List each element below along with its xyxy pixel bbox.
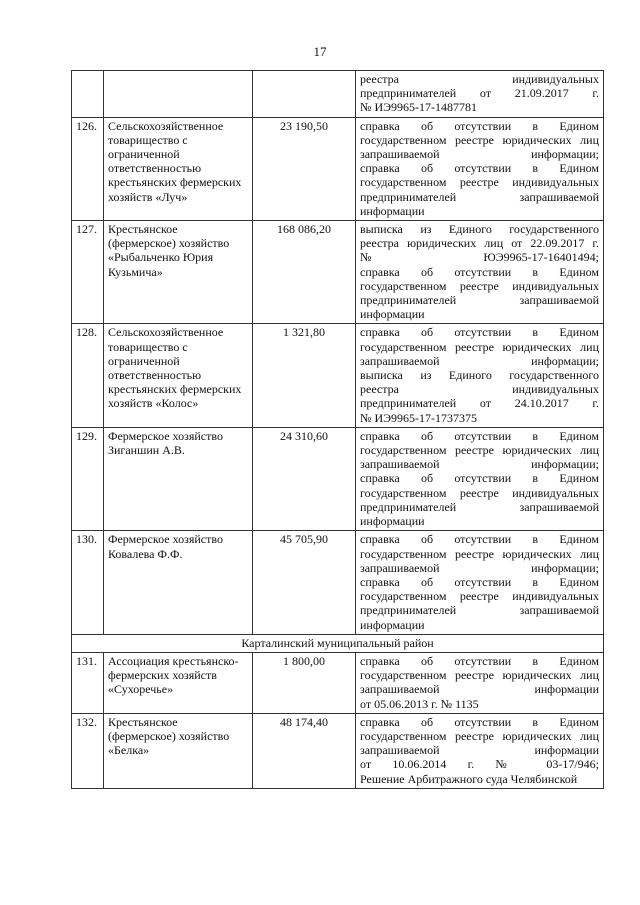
document-cell: [356, 713, 604, 788]
document-cell: [356, 427, 604, 530]
document-line: предпринимателей запрашиваемой: [360, 293, 599, 308]
debt-amount: 168 086,20: [253, 221, 356, 324]
document-line: реестра индивидуальных: [360, 72, 599, 86]
continuation-row: [72, 71, 604, 118]
row-number: 126.: [72, 117, 104, 220]
document-line: справка об отсутствии в Едином: [360, 428, 599, 443]
row-number: 129.: [72, 427, 104, 530]
table-row: [72, 713, 604, 788]
row-number: 127.: [72, 221, 104, 324]
document-line: № ИЭ9965-17-1487781: [360, 100, 478, 115]
debt-amount: 48 174,40: [253, 713, 356, 788]
document-line: № ЮЭ9965-17-16401494;: [360, 250, 599, 265]
document-line: выписка из Единого государственного: [360, 368, 599, 383]
document-line: запрашиваемой информации;: [360, 560, 599, 575]
document-cell: [356, 531, 604, 634]
continuation-amount-cell: [253, 71, 356, 118]
document-cell: [356, 324, 604, 427]
continuation-name-cell: [104, 71, 253, 118]
document-line: государственном реестре юридических лиц: [360, 132, 599, 147]
debt-amount: 23 190,50: [253, 117, 356, 220]
organization-name: Крестьянское (фермерское) хозяйство «Белка»: [104, 713, 253, 788]
organization-name: Ассоциация крестьянско-фермерских хозяйств «Сухоречье»: [104, 652, 253, 713]
document-line: предпринимателей от 24.10.2017 г.: [360, 396, 599, 411]
organization-name: Фермерское хозяйство Зиганшин А.В.: [104, 427, 253, 530]
organization-name: Сельскохозяйственное товарищество с ограниченной ответственностью крестьянских фермерских хозяйств «Луч»: [104, 117, 253, 220]
document-line: государственном реестре юридических лиц: [360, 443, 599, 458]
document-line: государственном реестре индивидуальных: [360, 589, 599, 604]
document-cell: [356, 221, 604, 324]
document-line: государственном реестре индивидуальных: [360, 175, 599, 190]
document-line: Решение Арбитражного суда Челябинской: [360, 771, 578, 786]
document-line: выписка из Единого государственного: [360, 222, 599, 237]
document-line: информации: [360, 203, 425, 218]
document-line: предпринимателей запрашиваемой: [360, 603, 599, 618]
page-number: 17: [313, 44, 327, 59]
document-line: запрашиваемой информации: [360, 682, 599, 697]
continuation-document-cell: [356, 71, 604, 118]
registry-table: [71, 70, 604, 789]
district-name: Карталинский муниципальный район: [72, 634, 604, 652]
document-line: информации: [360, 307, 425, 322]
document-line: запрашиваемой информации;: [360, 147, 599, 162]
debt-amount: 1 321,80: [253, 324, 356, 427]
table-row: [72, 652, 604, 713]
document-cell: [356, 652, 604, 713]
document-line: реестра юридических лиц от 22.09.2017 г.: [360, 236, 599, 251]
table-row: [72, 427, 604, 530]
row-number: 128.: [72, 324, 104, 427]
document-line: справка об отсутствии в Едином: [360, 325, 599, 340]
debt-amount: 45 705,90: [253, 531, 356, 634]
table-row: [72, 324, 604, 427]
document-line: справка об отсутствии в Едином: [360, 264, 599, 279]
row-number: 130.: [72, 531, 104, 634]
document-line: государственном реестре юридических лиц: [360, 339, 599, 354]
document-line: запрашиваемой информации: [360, 743, 599, 758]
row-number: 132.: [72, 713, 104, 788]
organization-name: Фермерское хозяйство Ковалева Ф.Ф.: [104, 531, 253, 634]
document-line: запрашиваемой информации;: [360, 353, 599, 368]
document-line: запрашиваемой информации;: [360, 457, 599, 472]
document-line: государственном реестре юридических лиц: [360, 546, 599, 561]
document-line: государственном реестре индивидуальных: [360, 485, 599, 500]
organization-name: Сельскохозяйственное товарищество с ограниченной ответственностью крестьянских фермерских хозяйств «Колос»: [104, 324, 253, 427]
document-line: от 10.06.2014 г. № 03-17/946;: [360, 757, 599, 772]
document-line: информации: [360, 514, 425, 529]
debt-amount: 1 800,00: [253, 652, 356, 713]
district-section: [72, 634, 604, 652]
organization-name: Крестьянское (фермерское) хозяйство «Рыбальченко Юрия Кузьмича»: [104, 221, 253, 324]
document-line: информации: [360, 617, 425, 632]
document-line: предпринимателей от 21.09.2017 г.: [360, 86, 599, 101]
document-cell: [356, 117, 604, 220]
document-line: справка об отсутствии в Едином: [360, 532, 599, 547]
document-line: от 05.06.2013 г. № 1135: [360, 696, 479, 711]
document-line: справка об отсутствии в Едином: [360, 118, 599, 133]
document-line: справка об отсутствии в Едином: [360, 714, 599, 729]
document-line: № ИЭ9965-17-1737375: [360, 410, 478, 425]
document-line: справка об отсутствии в Едином: [360, 653, 599, 668]
table-row: [72, 117, 604, 220]
continuation-number-cell: [72, 71, 104, 118]
table-row: [72, 531, 604, 634]
document-line: предпринимателей запрашиваемой: [360, 499, 599, 514]
document-line: государственном реестре индивидуальных: [360, 278, 599, 293]
document-line: реестра индивидуальных: [360, 382, 599, 397]
document-line: государственном реестре юридических лиц: [360, 728, 599, 743]
table-body-upper: [72, 71, 604, 635]
debt-amount: 24 310,60: [253, 427, 356, 530]
table-row: [72, 221, 604, 324]
document-line: государственном реестре юридических лиц: [360, 668, 599, 683]
row-number: 131.: [72, 652, 104, 713]
document-line: предпринимателей запрашиваемой: [360, 189, 599, 204]
document-line: справка об отсутствии в Едином: [360, 471, 599, 486]
document-line: справка об отсутствии в Едином: [360, 574, 599, 589]
document-line: справка об отсутствии в Едином: [360, 161, 599, 176]
district-header-row: [72, 634, 604, 652]
table-body-lower: [72, 652, 604, 788]
